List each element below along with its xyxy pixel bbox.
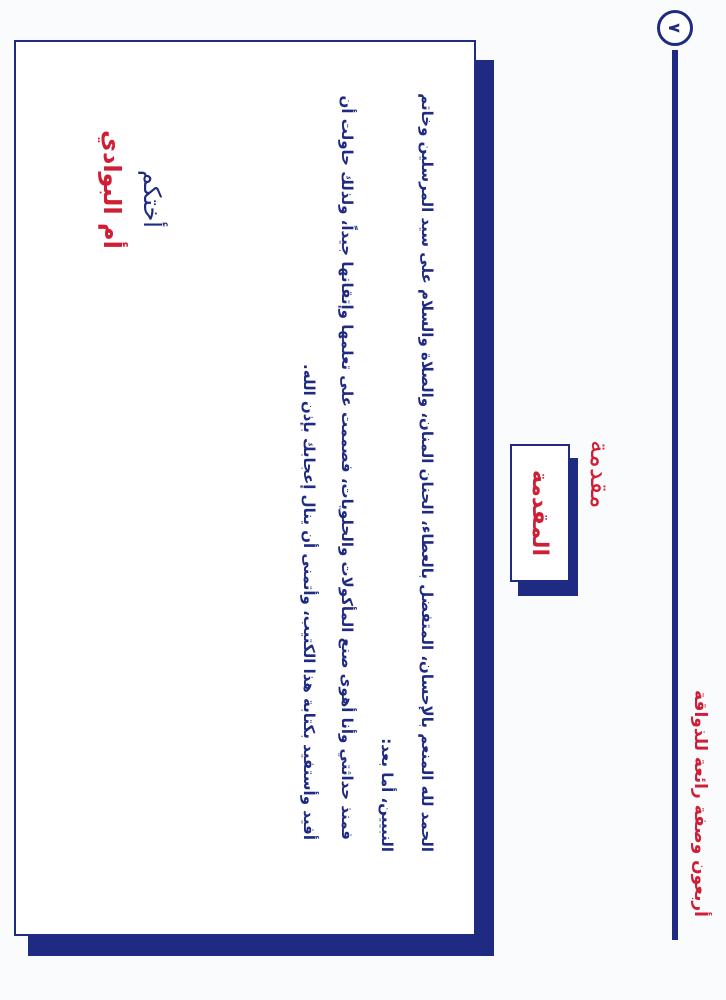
calligraphy-ornament: مقدمة [584, 440, 614, 509]
intro-line-2: النبيين، أما بعد: [378, 738, 396, 852]
intro-line-4: أفيد وأستفيد بكتابة هذا الكتيب، وأتمنى أن ينال إعجابك بإذن الله. [300, 364, 318, 840]
book-title: أربعون وصفة رائعة للذواقة [690, 690, 710, 917]
signature-label: أختكم [138, 170, 166, 228]
section-heading-text: المقدمة [527, 469, 553, 557]
section-heading [510, 444, 570, 582]
signature-name: أم البوادي [98, 130, 126, 249]
header-rule [672, 50, 678, 940]
content-frame [14, 40, 476, 936]
page-number-badge: ٧ [657, 10, 693, 46]
intro-line-1: الحمد لله المنعم بالإحسان، المتفضل بالعطاء، الحنان المنان، والصلاة والسلام على سيد المرسلين وخاتم [418, 93, 436, 852]
intro-line-3: فمنذ حداثتي وأنا أهوى صنع المأكولات والحلويات، فصممت على تعلمها وإتقانها جيداً، ولذلك حاولت أن [338, 95, 356, 840]
